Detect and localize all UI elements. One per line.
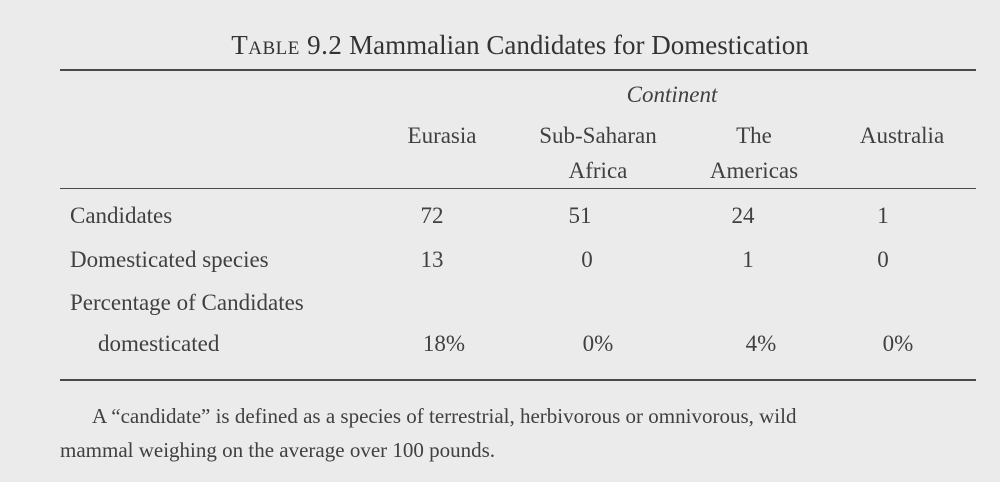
table-caption: Mammalian Candidates for Domestication [349, 30, 809, 60]
column-header-sub-saharan-africa-line1: Sub-Saharan [539, 123, 657, 148]
table-cell: 1 [742, 247, 754, 272]
column-header-australia: Australia [859, 123, 945, 148]
bottom-rule [60, 379, 976, 381]
row-label-percentage-line2: domesticated [98, 331, 220, 356]
column-header-the-americas-line1: The [736, 123, 772, 148]
column-group-header: Continent [626, 82, 718, 107]
table-cell: 0 [877, 247, 889, 272]
header-rule [60, 188, 976, 189]
row-label-domesticated-species: Domesticated species [70, 247, 269, 272]
table-cell: 13 [420, 247, 444, 272]
row-label-candidates: Candidates [70, 203, 173, 228]
table-cell: 72 [420, 203, 444, 228]
table-cell: 4% [745, 331, 777, 356]
column-header-sub-saharan-africa-line2: Africa [568, 158, 628, 183]
table-cell: 0% [582, 331, 614, 356]
column-header-the-americas-line2: Americas [709, 158, 799, 183]
table-cell: 18% [422, 331, 466, 356]
table-cell: 0 [581, 247, 593, 272]
table-cell: 1 [877, 203, 889, 228]
table-cell: 24 [731, 203, 755, 228]
column-header-eurasia: Eurasia [407, 123, 477, 148]
footnote-line1: A “candidate” is defined as a species of terrestrial, herbivorous or omnivorous, wild [92, 404, 797, 428]
row-label-percentage-line1: Percentage of Candidates [70, 290, 304, 315]
table-cell: 51 [568, 203, 592, 228]
footnote-line2: mammal weighing on the average over 100 pounds. [60, 438, 496, 462]
table-cell: 0% [882, 331, 914, 356]
table-title [0, 30, 1000, 61]
table-number: Table 9.2 [231, 30, 343, 60]
top-rule [60, 69, 976, 71]
